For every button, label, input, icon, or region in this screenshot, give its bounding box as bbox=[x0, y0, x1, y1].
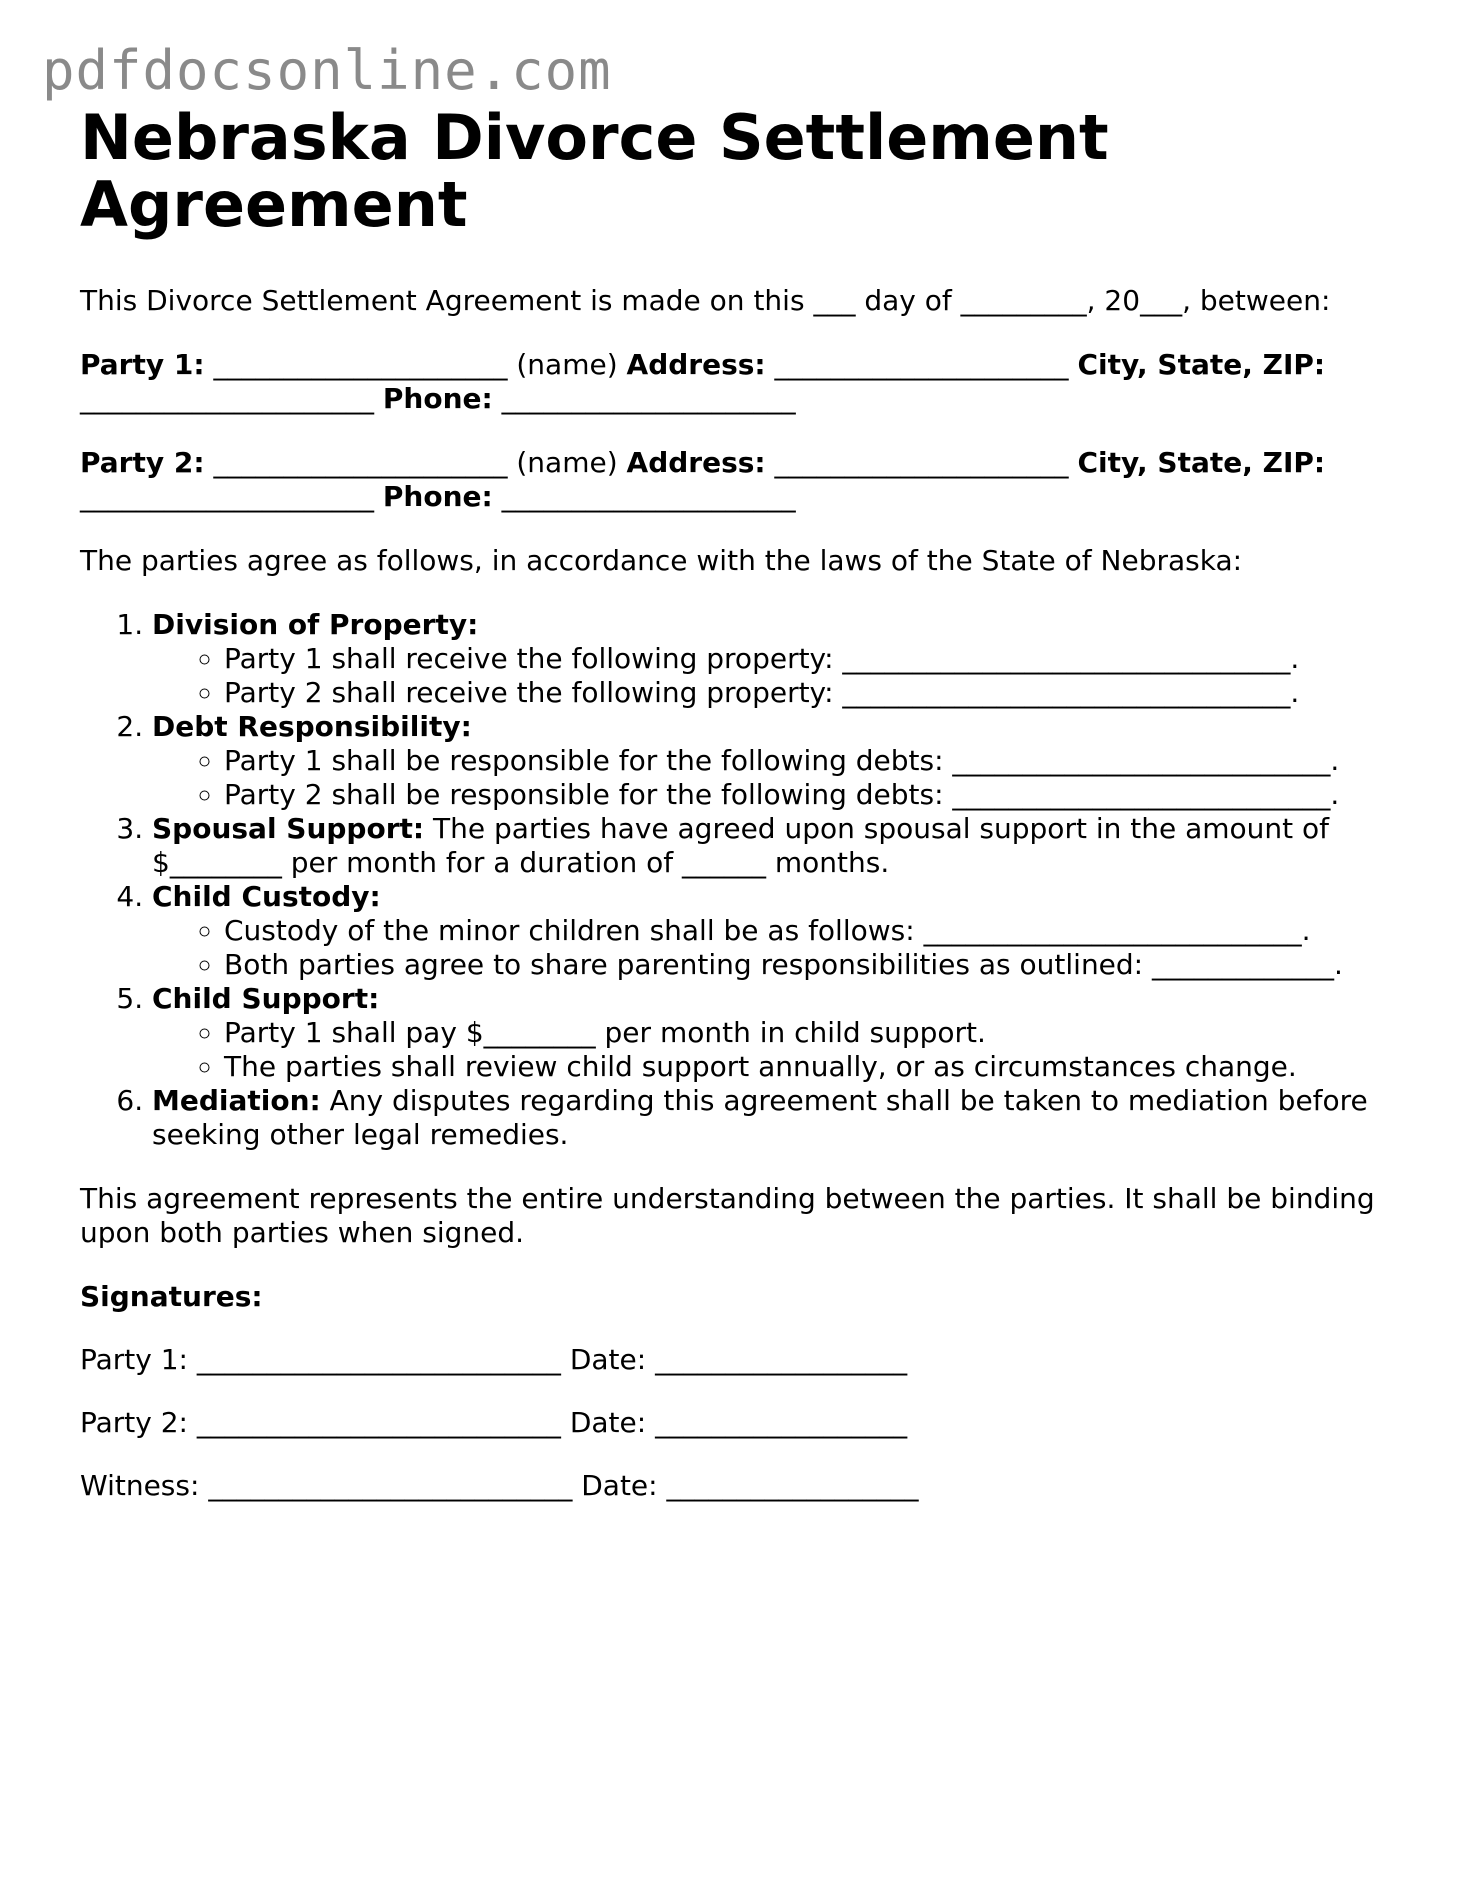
term-sublist bbox=[152, 744, 1410, 812]
party-2-address-label: Address: bbox=[626, 446, 766, 479]
signature-label: Party 1: bbox=[80, 1343, 188, 1376]
list-item: ◦ Party 1 shall pay $________ per month in child support. bbox=[224, 1016, 1410, 1050]
term-title: Division of Property: bbox=[152, 608, 479, 641]
term-mediation bbox=[152, 1084, 1410, 1152]
term-division-of-property bbox=[152, 608, 1410, 710]
date-label: Date: bbox=[569, 1343, 647, 1376]
list-item: ◦ Party 1 shall be responsible for the following debts: ___________________________. bbox=[224, 744, 1410, 778]
term-text: Any disputes regarding this agreement shall be taken to mediation before seeking other legal remedies. bbox=[152, 1084, 1368, 1151]
party-1-phone-field[interactable]: _____________________ bbox=[501, 382, 796, 415]
term-title: Child Support: bbox=[152, 982, 380, 1015]
term-text: The parties have agreed upon spousal support in the amount of $________ per month for a duration of ______ months. bbox=[152, 812, 1330, 879]
signature-field[interactable]: __________________________ bbox=[196, 1406, 561, 1439]
list-item: ◦ Party 1 shall receive the following property: ________________________________. bbox=[224, 642, 1410, 676]
signature-field[interactable]: __________________________ bbox=[196, 1343, 561, 1376]
signature-field[interactable]: __________________________ bbox=[208, 1469, 573, 1502]
term-title: Spousal Support: bbox=[152, 812, 425, 845]
signature-line-party-2 bbox=[80, 1406, 1410, 1440]
list-item: ◦ The parties shall review child support annually, or as circumstances change. bbox=[224, 1050, 1410, 1084]
term-sublist bbox=[152, 1016, 1410, 1084]
term-child-custody bbox=[152, 880, 1410, 982]
party-2-citystatezip-label: City, State, ZIP: bbox=[1077, 446, 1326, 479]
document-page bbox=[80, 101, 1410, 1503]
party-2-name-field[interactable]: _____________________ bbox=[213, 446, 508, 479]
party-1-citystatezip-field[interactable]: _____________________ bbox=[80, 382, 374, 415]
document-title: Nebraska Divorce Settlement Agreement bbox=[80, 101, 1109, 241]
party-2-block bbox=[80, 446, 1410, 514]
date-field[interactable]: __________________ bbox=[666, 1469, 919, 1502]
party-1-label: Party 1: bbox=[80, 348, 205, 381]
party-1-address-label: Address: bbox=[626, 348, 766, 381]
term-title: Mediation: bbox=[152, 1084, 321, 1117]
party-2-name-hint: (name) bbox=[516, 446, 618, 479]
signature-label: Party 2: bbox=[80, 1406, 188, 1439]
signature-label: Witness: bbox=[80, 1469, 200, 1502]
date-label: Date: bbox=[569, 1406, 647, 1439]
signatures-heading: Signatures: bbox=[80, 1280, 263, 1313]
term-child-support bbox=[152, 982, 1410, 1084]
intro-paragraph: This Divorce Settlement Agreement is made on this ___ day of _________, 20___, between: bbox=[80, 284, 1331, 317]
terms-list bbox=[80, 608, 1410, 1152]
date-label: Date: bbox=[581, 1469, 658, 1502]
signature-line-party-1 bbox=[80, 1343, 1410, 1377]
party-2-address-field[interactable]: _____________________ bbox=[774, 446, 1069, 479]
list-item: ◦ Party 2 shall receive the following property: ________________________________. bbox=[224, 676, 1410, 710]
party-1-name-hint: (name) bbox=[516, 348, 618, 381]
party-2-label: Party 2: bbox=[80, 446, 205, 479]
closing-paragraph: This agreement represents the entire understanding between the parties. It shall be binding upon both parties when signed. bbox=[80, 1182, 1375, 1249]
party-1-name-field[interactable]: _____________________ bbox=[213, 348, 508, 381]
party-1-phone-label: Phone: bbox=[382, 382, 493, 415]
date-field[interactable]: __________________ bbox=[655, 1406, 908, 1439]
term-sublist bbox=[152, 642, 1410, 710]
list-item: ◦ Both parties agree to share parenting responsibilities as outlined: _____________. bbox=[224, 948, 1410, 982]
list-item: ◦ Custody of the minor children shall be as follows: ___________________________. bbox=[224, 914, 1410, 948]
party-1-address-field[interactable]: _____________________ bbox=[774, 348, 1069, 381]
watermark: pdfdocsonline.com bbox=[42, 39, 612, 102]
term-sublist bbox=[152, 914, 1410, 982]
party-2-phone-field[interactable]: _____________________ bbox=[501, 480, 796, 513]
list-item: ◦ Party 2 shall be responsible for the following debts: ___________________________. bbox=[224, 778, 1410, 812]
party-2-phone-label: Phone: bbox=[382, 480, 493, 513]
term-debt-responsibility bbox=[152, 710, 1410, 812]
term-title: Debt Responsibility: bbox=[152, 710, 472, 743]
term-title: Child Custody: bbox=[152, 880, 381, 913]
term-spousal-support bbox=[152, 812, 1410, 880]
date-field[interactable]: __________________ bbox=[655, 1343, 908, 1376]
agreement-intro: The parties agree as follows, in accordance with the laws of the State of Nebraska: bbox=[80, 544, 1243, 577]
party-2-citystatezip-field[interactable]: _____________________ bbox=[80, 480, 374, 513]
signature-line-witness bbox=[80, 1469, 1410, 1503]
party-1-citystatezip-label: City, State, ZIP: bbox=[1077, 348, 1326, 381]
party-1-block bbox=[80, 348, 1410, 416]
